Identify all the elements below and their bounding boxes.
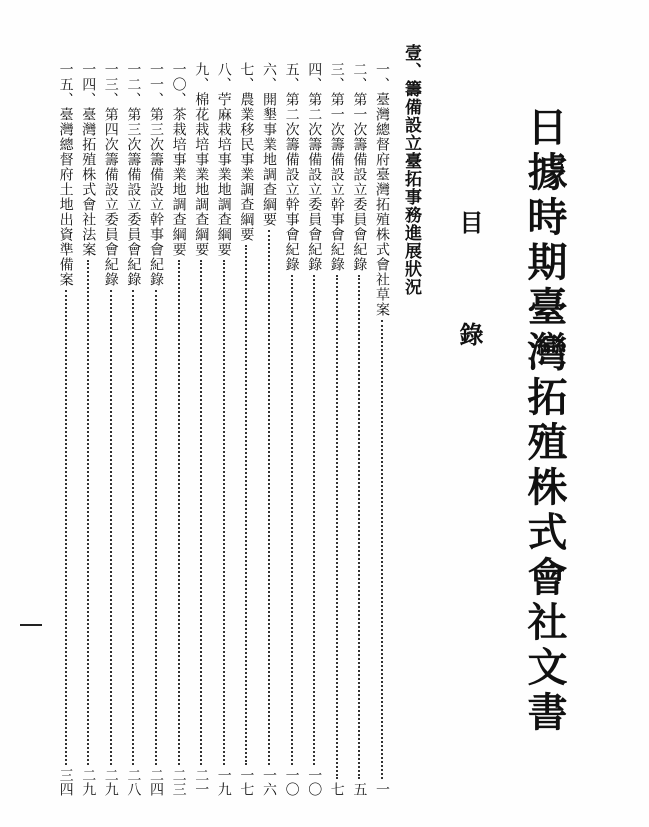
- leader-dots: [336, 275, 338, 779]
- toc-entry-title: 三、第一次籌備設立幹事會紀錄: [328, 62, 345, 272]
- toc-page-number: 二八: [125, 768, 142, 796]
- folio-mark: [20, 624, 42, 626]
- toc-entry-title: 一五、臺灣總督府土地出資準備案: [57, 62, 74, 287]
- toc-page-number: 一六: [261, 768, 277, 796]
- toc-entry-title: 一二、第三次籌備設立委員會紀錄: [125, 62, 142, 287]
- toc-entry[interactable]: [237, 62, 255, 800]
- toc-entry[interactable]: [57, 62, 75, 800]
- leader-dots: [245, 245, 247, 765]
- leader-dots: [155, 290, 157, 765]
- toc-page-number: 一〇: [283, 768, 300, 796]
- toc-entry-title: 六、開墾事業地調查綱要: [261, 62, 277, 227]
- toc-page-number: 一〇: [306, 768, 323, 796]
- toc-entry[interactable]: [328, 62, 346, 800]
- toc-entry-title: 一四、臺灣拓殖株式會社法案: [80, 62, 97, 257]
- toc-entry-title: 五、第二次籌備設立幹事會紀錄: [283, 62, 300, 272]
- toc-entry[interactable]: [170, 62, 188, 800]
- toc-entry-title: 一一、第三次籌備設立幹事會紀錄: [148, 62, 164, 287]
- toc-entry-title: 四、第二次籌備設立委員會紀錄: [306, 62, 323, 272]
- leader-dots: [132, 290, 134, 765]
- toc-entry-title: 一、臺灣總督府臺灣拓殖株式會社草案: [374, 62, 390, 317]
- toc-page-number: 七: [328, 782, 345, 796]
- leader-dots: [381, 320, 383, 779]
- toc-entry[interactable]: [192, 62, 210, 800]
- toc-entry[interactable]: [215, 62, 233, 800]
- leader-dots: [65, 290, 67, 765]
- toc-entry-title: 八、苧麻栽培事業地調查綱要: [215, 62, 232, 257]
- toc-page-number: 五: [351, 782, 368, 796]
- contents-heading-mu: 目: [455, 210, 484, 234]
- leader-dots: [200, 260, 202, 765]
- toc-entry[interactable]: [147, 62, 165, 800]
- toc-page-number: 二四: [148, 768, 164, 796]
- toc-entry[interactable]: [102, 62, 120, 800]
- toc-entry-title: 二、第一次籌備設立委員會紀錄: [351, 62, 368, 272]
- book-title: 日據時期臺灣拓殖株式會社文書: [521, 106, 568, 736]
- toc-page-number: 二九: [102, 768, 119, 796]
- toc-page-number: 二一: [193, 768, 210, 796]
- toc-page-number: 一: [374, 782, 390, 796]
- leader-dots: [87, 260, 89, 765]
- leader-dots: [268, 230, 270, 765]
- contents-heading-lu: 錄: [455, 322, 484, 346]
- toc-entry[interactable]: [124, 62, 142, 800]
- toc-entry[interactable]: [305, 62, 323, 800]
- toc-entry[interactable]: [260, 62, 278, 800]
- toc-entry[interactable]: [79, 62, 97, 800]
- toc-entry[interactable]: [283, 62, 301, 800]
- toc-page-number: 三四: [57, 768, 74, 796]
- toc-entry[interactable]: [350, 62, 368, 800]
- toc-entry-title: 九、棉花栽培事業地調查綱要: [193, 62, 210, 257]
- toc-page-number: 二九: [80, 768, 97, 796]
- toc-entry-title: 七、農業移民事業調查綱要: [238, 62, 255, 242]
- leader-dots: [313, 275, 315, 765]
- toc-page-number: 一九: [215, 768, 232, 796]
- leader-dots: [291, 275, 293, 765]
- leader-dots: [223, 260, 225, 765]
- leader-dots: [358, 275, 360, 779]
- toc-entry-title: 一〇、茶栽培事業地調查綱要: [170, 62, 187, 257]
- section-heading: 壹、籌備設立臺拓事務進展狀況: [401, 44, 421, 296]
- toc-page-number: 一七: [238, 768, 255, 796]
- toc-page-number: 二三: [170, 768, 187, 796]
- leader-dots: [110, 290, 112, 765]
- toc-entry-title: 一三、第四次籌備設立委員會紀錄: [102, 62, 119, 287]
- toc-entry[interactable]: [373, 62, 391, 800]
- leader-dots: [178, 260, 180, 765]
